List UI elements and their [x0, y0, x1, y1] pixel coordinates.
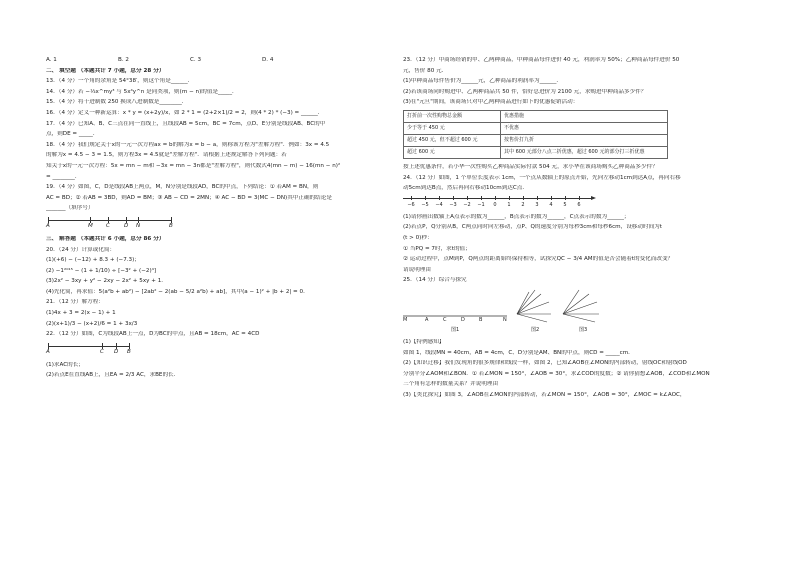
point-label: C — [100, 348, 104, 355]
fig1-point-label: D — [461, 316, 465, 323]
number-line-label: 4 — [549, 201, 553, 208]
question-21: 21．（12 分）解方程： — [46, 299, 104, 306]
point-label: D — [114, 348, 119, 355]
question-18-line3: 知关于x的一元一次方程：5x = mn − m和 −3x = mn − 3n都是"差解方程"，则代数式4(mn − m) − 16(mn − n)² — [46, 162, 341, 169]
section-fill-in-title: 二、 填空题 （本题共计 7 小题，总分 28 分） — [46, 67, 165, 74]
question-13: 13．（4 分）一个角的余角是 54°38′，则这个角是______． — [46, 78, 194, 85]
table-cell: 超过 450 元，但不超过 600 元 — [404, 134, 501, 146]
question-24-part2-line1: (2)若点P，Q分别从B，C两点同时向左移动，点P、Q的速度分别为每秒3cm和每秒6cm，设移动时间为t — [403, 224, 662, 231]
number-line-label: 0 — [493, 201, 497, 208]
number-line-tick — [509, 196, 510, 200]
number-line — [403, 196, 753, 210]
point-label: A — [46, 222, 50, 229]
number-line-label: 5 — [563, 201, 567, 208]
number-line-label: −6 — [407, 201, 415, 208]
question-24-line1: 24．（12 分）如图，1 个单位长度表示 1cm，一个点从数轴上的原点开始，先向左移动1cm到达A点，再向右移 — [403, 174, 681, 181]
question-25-part2-line2: 分别平分∠AOM和∠BON．① 若∠MON = 150°，∠AOB = 30°，求∠COD的度数；② 请你猜想∠AOB，∠COD和∠MON — [403, 370, 710, 377]
number-line-tick — [453, 196, 454, 200]
number-line-label: −5 — [421, 201, 429, 208]
option-a: A. 1 — [46, 57, 57, 63]
question-24-part2-b: ② 运动过程中，点M到P，Q两点的距离始终保持相等，试探究QC − 3/4 AM的值是否会随着t的变化而改变？ — [403, 256, 674, 263]
table-row — [404, 146, 668, 158]
question-23-part2: (2)若该商场同时购进甲、乙两种商品共 50 件，恰好总进价为 2100 元，求购进甲种商品多少件？ — [403, 88, 647, 95]
number-line-tick — [411, 196, 412, 200]
question-20-part3: (3)2x² − 3xy + y² − 2xy − 2x² + 5xy + 1． — [46, 278, 167, 285]
question-24-line2: 动5cm到达B点，然后再向右移动10cm到达C点． — [403, 185, 528, 192]
figure-2-caption: 图2 — [531, 326, 540, 333]
question-21-part1: (1)4x + 3 = 2(x − 1) + 1 — [46, 310, 116, 317]
fig1-point-label: M — [403, 316, 408, 323]
question-15: 15．（4 分）将十进制数 250 换成八进制数是________． — [46, 99, 188, 106]
number-line-label: 2 — [521, 201, 525, 208]
question-22-part2: (2)若点E在直线AB上，且EA = 2/3 AC，求BE的长． — [46, 372, 180, 379]
question-18-line2: 的解为x = 4.5 − 3 = 1.5，则方程3x = 4.5就是"差解方程"．请根据上述规定解答下列问题：若 — [46, 152, 287, 159]
option-d: D. 4 — [262, 57, 274, 63]
number-line-tick — [537, 196, 538, 200]
figure-22-segment — [46, 342, 393, 358]
number-line-label: −4 — [435, 201, 443, 208]
number-line-tick — [467, 196, 468, 200]
question-20: 20．（24 分）计算或化简： — [46, 246, 116, 253]
number-line-tick — [565, 196, 566, 200]
table-cell: 其中 600 元部分八点二折优惠，超过 600 元的部分打三折优惠 — [501, 146, 668, 158]
number-line-label: 3 — [535, 201, 539, 208]
point-label: D — [124, 222, 129, 229]
fig1-point-label: C — [443, 316, 447, 323]
table-cell: 打折前一次性购物总金额 — [404, 110, 501, 122]
fig1-point-label: A — [425, 316, 429, 323]
question-25-part2-line3: 三个角有怎样的数量关系？并说明理由 — [403, 381, 499, 388]
fig1-point-label: N — [503, 316, 507, 323]
question-16: 16．（4 分）定义一种新运算：x * y = (x+2y)/x，如 2 * 1 = (2+2×1)/2 = 2，则(4 * 2) * (−3) = ______． — [46, 109, 324, 116]
number-line-tick — [495, 196, 496, 200]
figure-3-caption: 图3 — [579, 326, 588, 333]
figure-19-segment — [46, 216, 393, 232]
question-20-part1: (1)(+6) − (−12) + 8.3 + (−7.3)； — [46, 257, 140, 264]
q12-options — [46, 57, 393, 64]
question-23-part3: (3)在"元旦"期间，该商场只对甲乙两种商品进行如下的优惠促销活动： — [403, 99, 579, 106]
table-cell: 优惠措施 — [501, 110, 668, 122]
question-18-line4: = ________． — [46, 173, 81, 180]
question-17-line2: 点，则DE = _____． — [46, 131, 99, 138]
question-21-part2: (2)(x+1)/3 − (x+2)/6 = 1 + 3x/3 — [46, 320, 138, 327]
question-24-part2-a: ① 当PQ = 7时，求t的值； — [403, 245, 471, 252]
number-line-label: −2 — [463, 201, 471, 208]
number-line-label: −3 — [449, 201, 457, 208]
table-row — [404, 110, 668, 122]
question-25: 25．（14 分）综合与探究 — [403, 277, 467, 284]
segment-line — [48, 220, 172, 221]
question-24-part2-c: 请说明理由 — [403, 266, 431, 273]
question-22-part1: (1)求AC的长； — [46, 361, 84, 368]
question-24-part1: (1)请你画出数轴上A点表示的数为______，B点表示的数为______，C点表示的数为______； — [403, 213, 630, 220]
section-answer-title: 三、 解答题 （本题共计 6 小题，总分 86 分） — [46, 235, 165, 242]
number-line-tick — [439, 196, 440, 200]
number-line-tick — [523, 196, 524, 200]
option-b: B. 2 — [118, 57, 129, 63]
question-19-line2: AC = BD；② 若AB = 3BD，则AD = BM；③ AB − CD = 2MN；④ AC − BD = 3(MC − DN)其中正确的结论是 — [46, 194, 332, 201]
question-23-part3-ask: 按上述优惠条件，若小华一次性购买乙种商品实际付款 504 元，求小华在该商场购买乙种商品多少件？ — [403, 163, 658, 170]
table-cell: 按售价打九折 — [501, 134, 668, 146]
number-line-tick — [551, 196, 552, 200]
number-line-arrow — [591, 196, 596, 200]
option-c: C. 3 — [190, 57, 202, 63]
left-column — [46, 57, 393, 383]
segment-line — [48, 346, 130, 347]
point-label: A — [46, 348, 50, 355]
figures-25 — [403, 288, 753, 336]
point-label: M — [88, 222, 93, 229]
number-line-tick — [481, 196, 482, 200]
question-22: 22．（12 分）如图，C为线段AB上一点，D为BC的中点，且AB = 18cm，AC = 4CD — [46, 331, 260, 338]
number-line-label: −1 — [477, 201, 485, 208]
figure-1-caption: 图1 — [451, 326, 460, 333]
fig1-point-label: B — [479, 316, 483, 323]
question-14: 14．（4 分）若 −⅓x^my³ 与 5x⁴y^n 是同类项，则(m − n)的值是_____． — [46, 88, 238, 95]
table-row — [404, 134, 668, 146]
question-23-line1: 23．（12 分）甲商场经销的甲、乙两种商品，甲种商品每件进价 40 元，利润率为 50%；乙种商品每件进价 50 — [403, 57, 680, 63]
number-line-tick — [425, 196, 426, 200]
question-18-line1: 18．（4 分）我们规定关于x的一元一次方程ax = b的解为x = b − a，则称该方程为"差解方程"．例如：3x = 4.5 — [46, 141, 330, 148]
question-20-part2: (2) −1²⁰¹⁵ − (1 + 1/10) ÷ [−3² + (−2)⁴] — [46, 267, 157, 274]
right-column — [403, 57, 753, 402]
number-line-label: 1 — [507, 201, 511, 208]
question-20-part4: (4)先化简，再求值：5(a²b + ab²) − [2ab² − 2(ab − 5/2 a²b) + ab]，其中(a − 1)² + |b + 2| = 0． — [46, 288, 309, 295]
number-line-label: 6 — [577, 201, 581, 208]
discount-table — [403, 110, 668, 159]
number-line-tick — [579, 196, 580, 200]
question-19-line1: 19．（4 分）如图，C，D是线段AB上两点，M，N分别是线段AD，BC的中点，下列结论：① 若AM = BN，则 — [46, 184, 319, 191]
point-label: B — [127, 348, 131, 355]
question-24-part2-line2: (t > 0)秒： — [403, 234, 433, 241]
question-25-part3: (3)【类比探究】如图 3，∠AOB在∠MON的内部转动，若∠MON = 150°，∠AOB = 30°，∠MOC = k∠AOC， — [403, 391, 686, 398]
question-19-line3: _______（填序号） — [46, 205, 94, 212]
question-25-part1: 如图 1，线段MN = 40cm，AB = 4cm，C、D分别是AM、BN的中点，则CD = _____cm． — [403, 349, 634, 356]
table-cell: 超过 600 元 — [404, 146, 501, 158]
point-label: N — [136, 222, 141, 229]
figures-25-drawing — [403, 288, 753, 328]
table-row — [404, 122, 668, 134]
table-cell: 不优惠 — [501, 122, 668, 134]
question-25-part2-line1: (2)【知识迁移】我们发现角的很多规律和线段一样，如图 2，已知∠AOB在∠MON的内部转动，射线OC和射线OD — [403, 360, 687, 367]
question-23-part1: (1)甲种商品每件售价为______元，乙种商品的利润率为______． — [403, 78, 562, 85]
point-label: C — [106, 222, 110, 229]
point-label: B — [169, 222, 173, 229]
question-25-part1-heading: (1)【特例感知】 — [403, 338, 445, 345]
question-17-line1: 17．（4 分）已知A、B、C三点在同一直线上，且线段AB = 5cm，BC = 7cm，点D、E分别是线段AB、BC的中 — [46, 120, 326, 127]
question-23-line2: 元，售价 80 元． — [403, 67, 448, 74]
table-cell: 少于等于 450 元 — [404, 122, 501, 134]
